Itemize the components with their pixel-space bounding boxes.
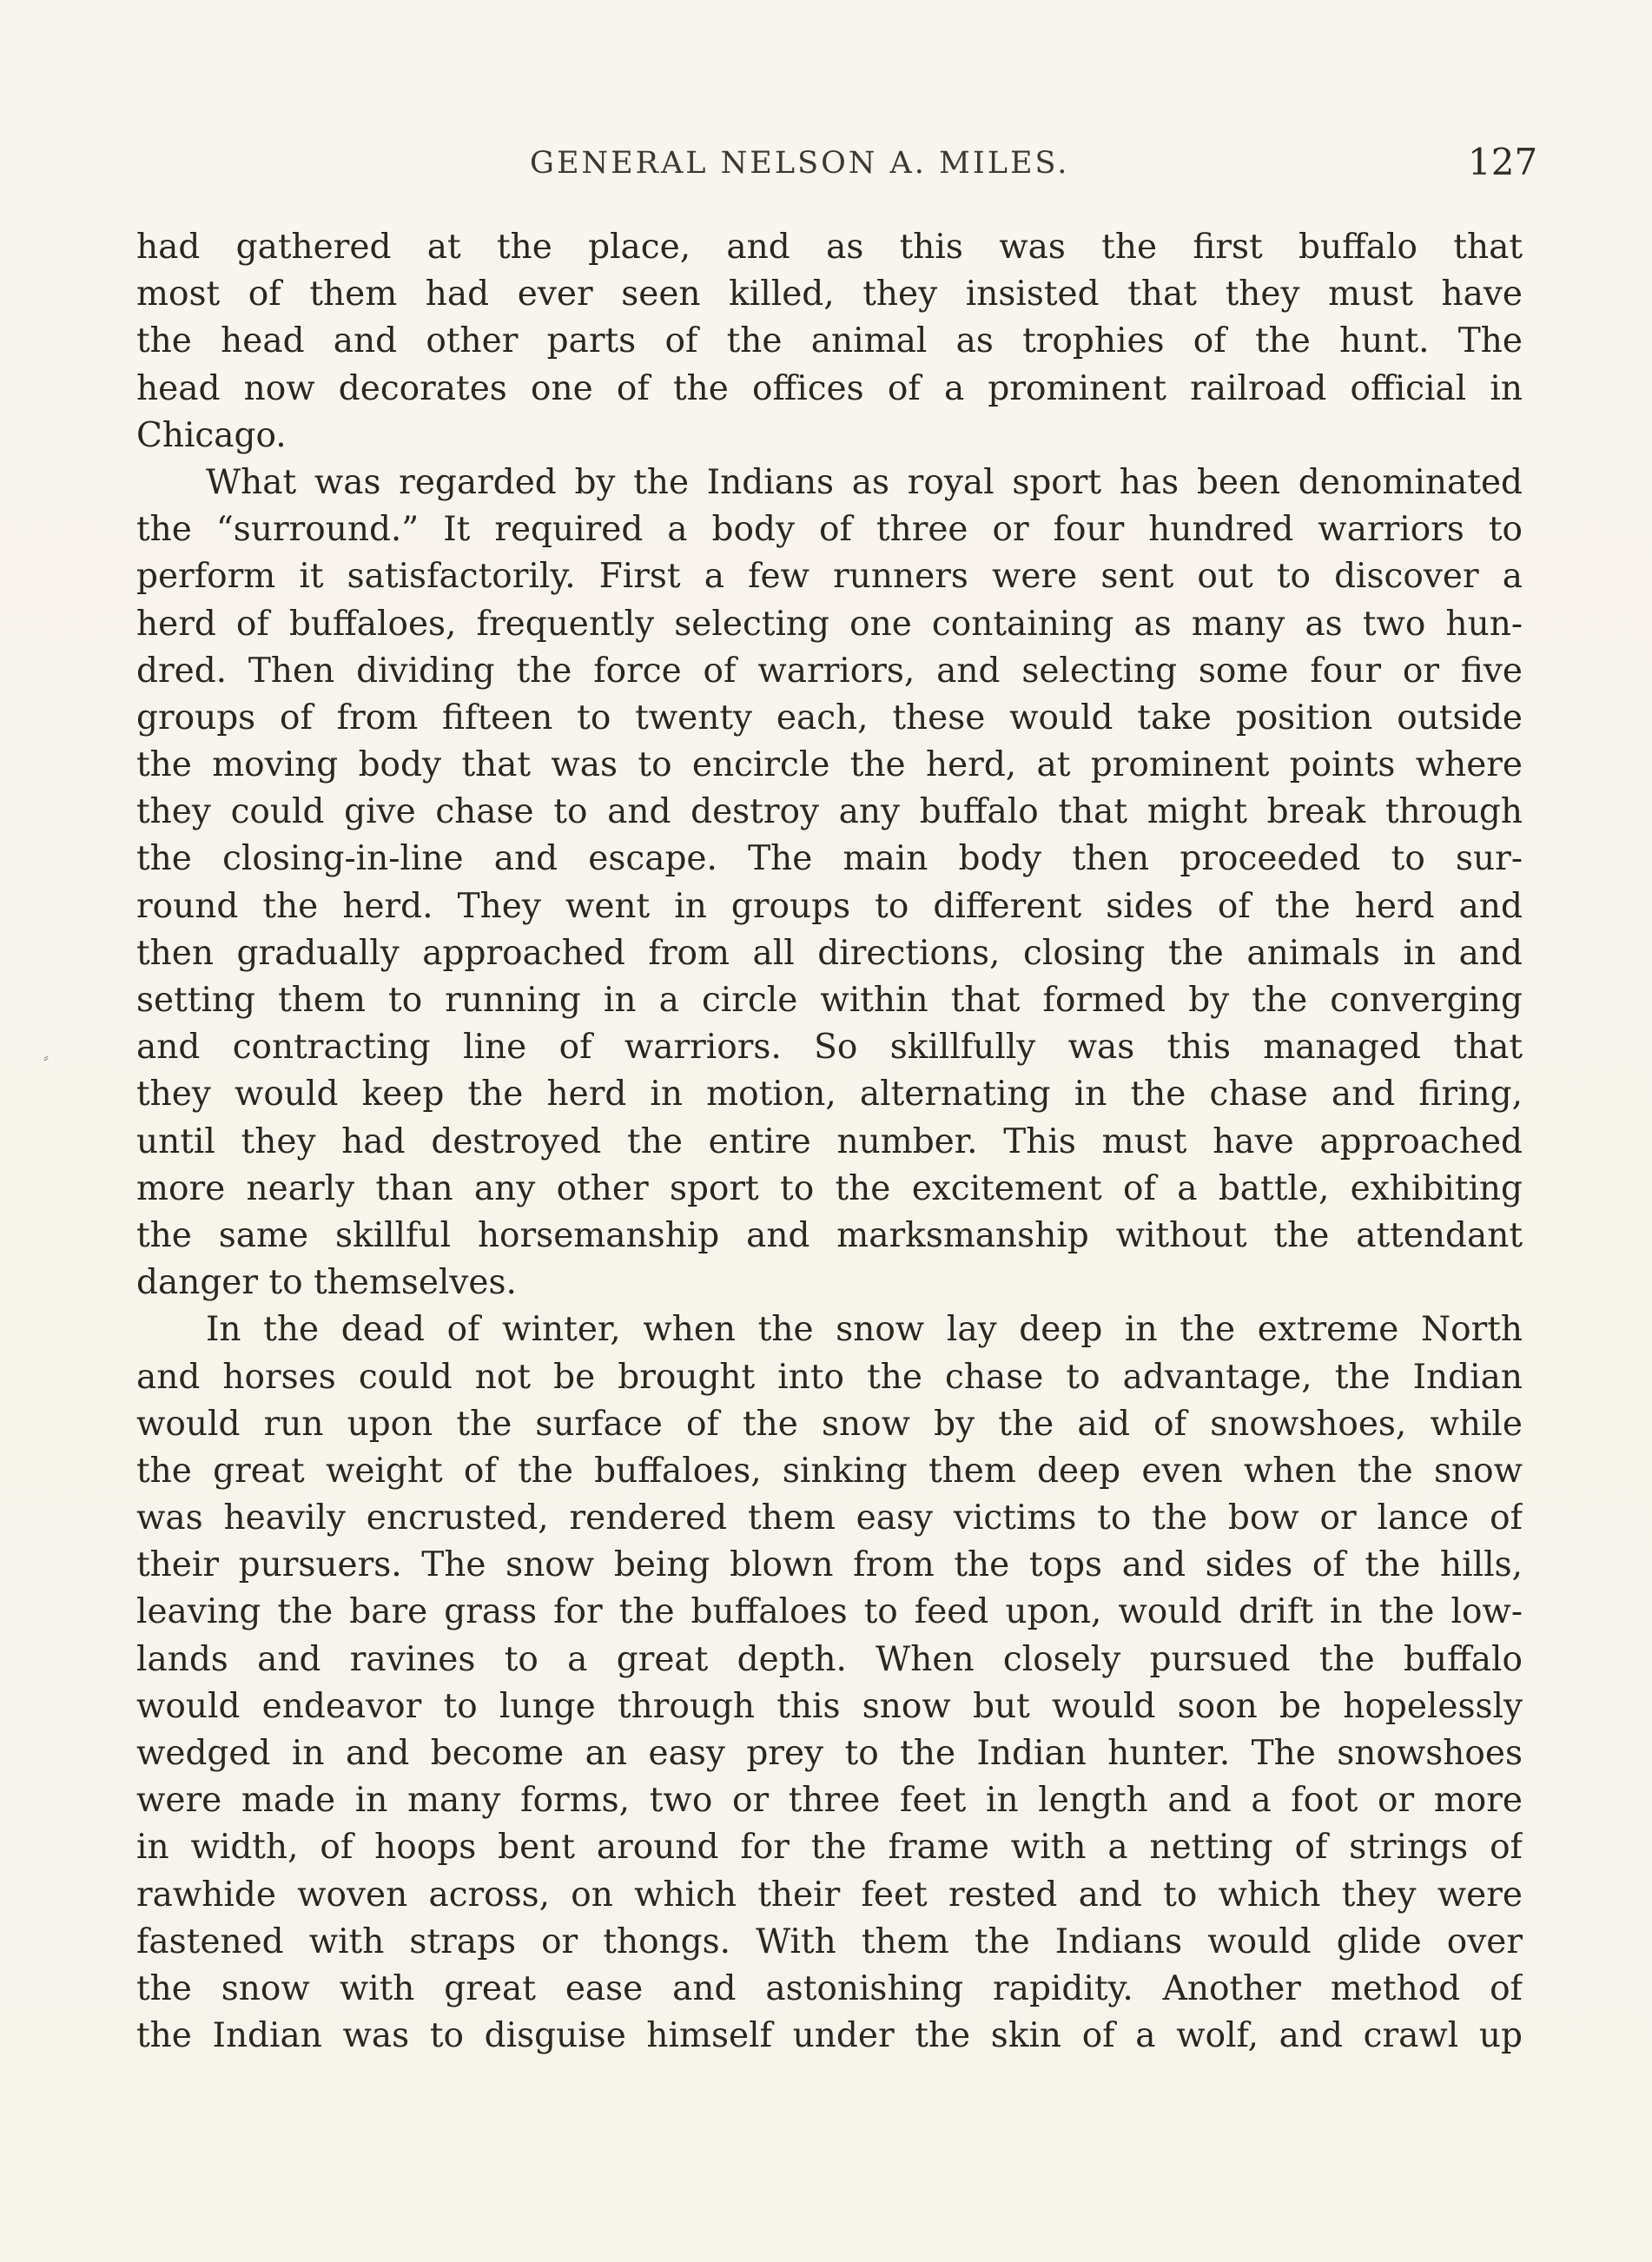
text-line: and horses could not be brought into the chase to advantage, the Indian — [136, 1357, 1523, 1397]
text-line: more nearly than any other sport to the excitement of a battle, exhibiting — [136, 1168, 1523, 1208]
text-line: the great weight of the buffaloes, sinking them deep even when the snow — [136, 1451, 1523, 1491]
text-line: Chicago. — [136, 415, 287, 455]
text-line: the closing-in-line and escape. The main body then proceeded to sur- — [136, 839, 1523, 879]
text-line: and contracting line of warriors. So skillfully was this managed that — [136, 1028, 1523, 1068]
text-line: the same skillful horsemanship and marksmanship without the attendant — [136, 1215, 1523, 1255]
text-line: most of them had ever seen killed, they insisted that they must have — [136, 274, 1523, 314]
text-line: head now decorates one of the offices of a prominent railroad official in — [136, 368, 1523, 408]
text-line: lands and ravines to a great depth. When closely pursued the buffalo — [136, 1639, 1523, 1679]
text-line: the Indian was to disguise himself under the skin of a wolf, and crawl up — [136, 2016, 1523, 2056]
text-line: until they had destroyed the entire number. This must have approached — [136, 1121, 1523, 1161]
margin-mark: ⸗ — [43, 1048, 49, 1067]
text-line: What was regarded by the Indians as royal sport has been denominated — [206, 462, 1523, 502]
text-line: the moving body that was to encircle the herd, at prominent points where — [136, 745, 1523, 785]
text-line: they could give chase to and destroy any buffalo that might break through — [136, 792, 1523, 832]
text-line: they would keep the herd in motion, alternating in the chase and firing, — [136, 1075, 1523, 1114]
text-line: herd of buffaloes, frequently selecting one containing as many as two hun- — [136, 604, 1523, 644]
text-line: setting them to running in a circle within that formed by the converging — [136, 981, 1523, 1020]
text-line: fastened with straps or thongs. With them the Indians would glide over — [136, 1921, 1523, 1961]
text-line: in width, of hoops bent around for the frame with a netting of strings of — [136, 1828, 1523, 1868]
text-line: round the herd. They went in groups to different sides of the herd and — [136, 886, 1523, 926]
text-line: would endeavor to lunge through this snow but would soon be hopelessly — [136, 1686, 1523, 1726]
text-line: groups of from fifteen to twenty each, these would take position outside — [136, 698, 1523, 737]
running-title: GENERAL NELSON A. MILES. — [530, 146, 1070, 181]
text-line: perform it satisfactorily. First a few runners were sent out to discover a — [136, 557, 1523, 597]
text-line: the “surround.” It required a body of three or four hundred warriors to — [136, 510, 1523, 550]
text-line: danger to themselves. — [136, 1263, 517, 1303]
paragraph-2 — [136, 460, 1523, 1306]
text-line: their pursuers. The snow being blown from the tops and sides of the hills, — [136, 1545, 1523, 1585]
text-line: the snow with great ease and astonishing rapidity. Another method of — [136, 1968, 1523, 2008]
text-line: In the dead of winter, when the snow lay deep in the extreme North — [206, 1310, 1523, 1350]
body-text — [136, 224, 1523, 2060]
text-line: dred. Then dividing the force of warriors, and selecting some four or five — [136, 651, 1523, 691]
text-line: would run upon the surface of the snow by the aid of snowshoes, while — [136, 1404, 1523, 1444]
page-number: 127 — [1468, 141, 1538, 183]
text-line: had gathered at the place, and as this was the first buffalo that — [136, 228, 1523, 267]
text-line: were made in many forms, two or three feet in length and a foot or more — [136, 1781, 1523, 1821]
text-line: leaving the bare grass for the buffaloes to feed upon, would drift in the low- — [136, 1592, 1523, 1632]
running-head — [0, 141, 1652, 193]
text-line: then gradually approached from all directions, closing the animals in and — [136, 933, 1523, 973]
paragraph-1 — [136, 224, 1523, 460]
text-line: rawhide woven across, on which their feet rested and to which they were — [136, 1875, 1523, 1915]
text-line: the head and other parts of the animal as trophies of the hunt. The — [136, 321, 1523, 361]
text-line: wedged in and become an easy prey to the Indian hunter. The snowshoes — [136, 1734, 1523, 1773]
text-line: was heavily encrusted, rendered them easy victims to the bow or lance of — [136, 1498, 1523, 1538]
paragraph-3 — [136, 1306, 1523, 2060]
